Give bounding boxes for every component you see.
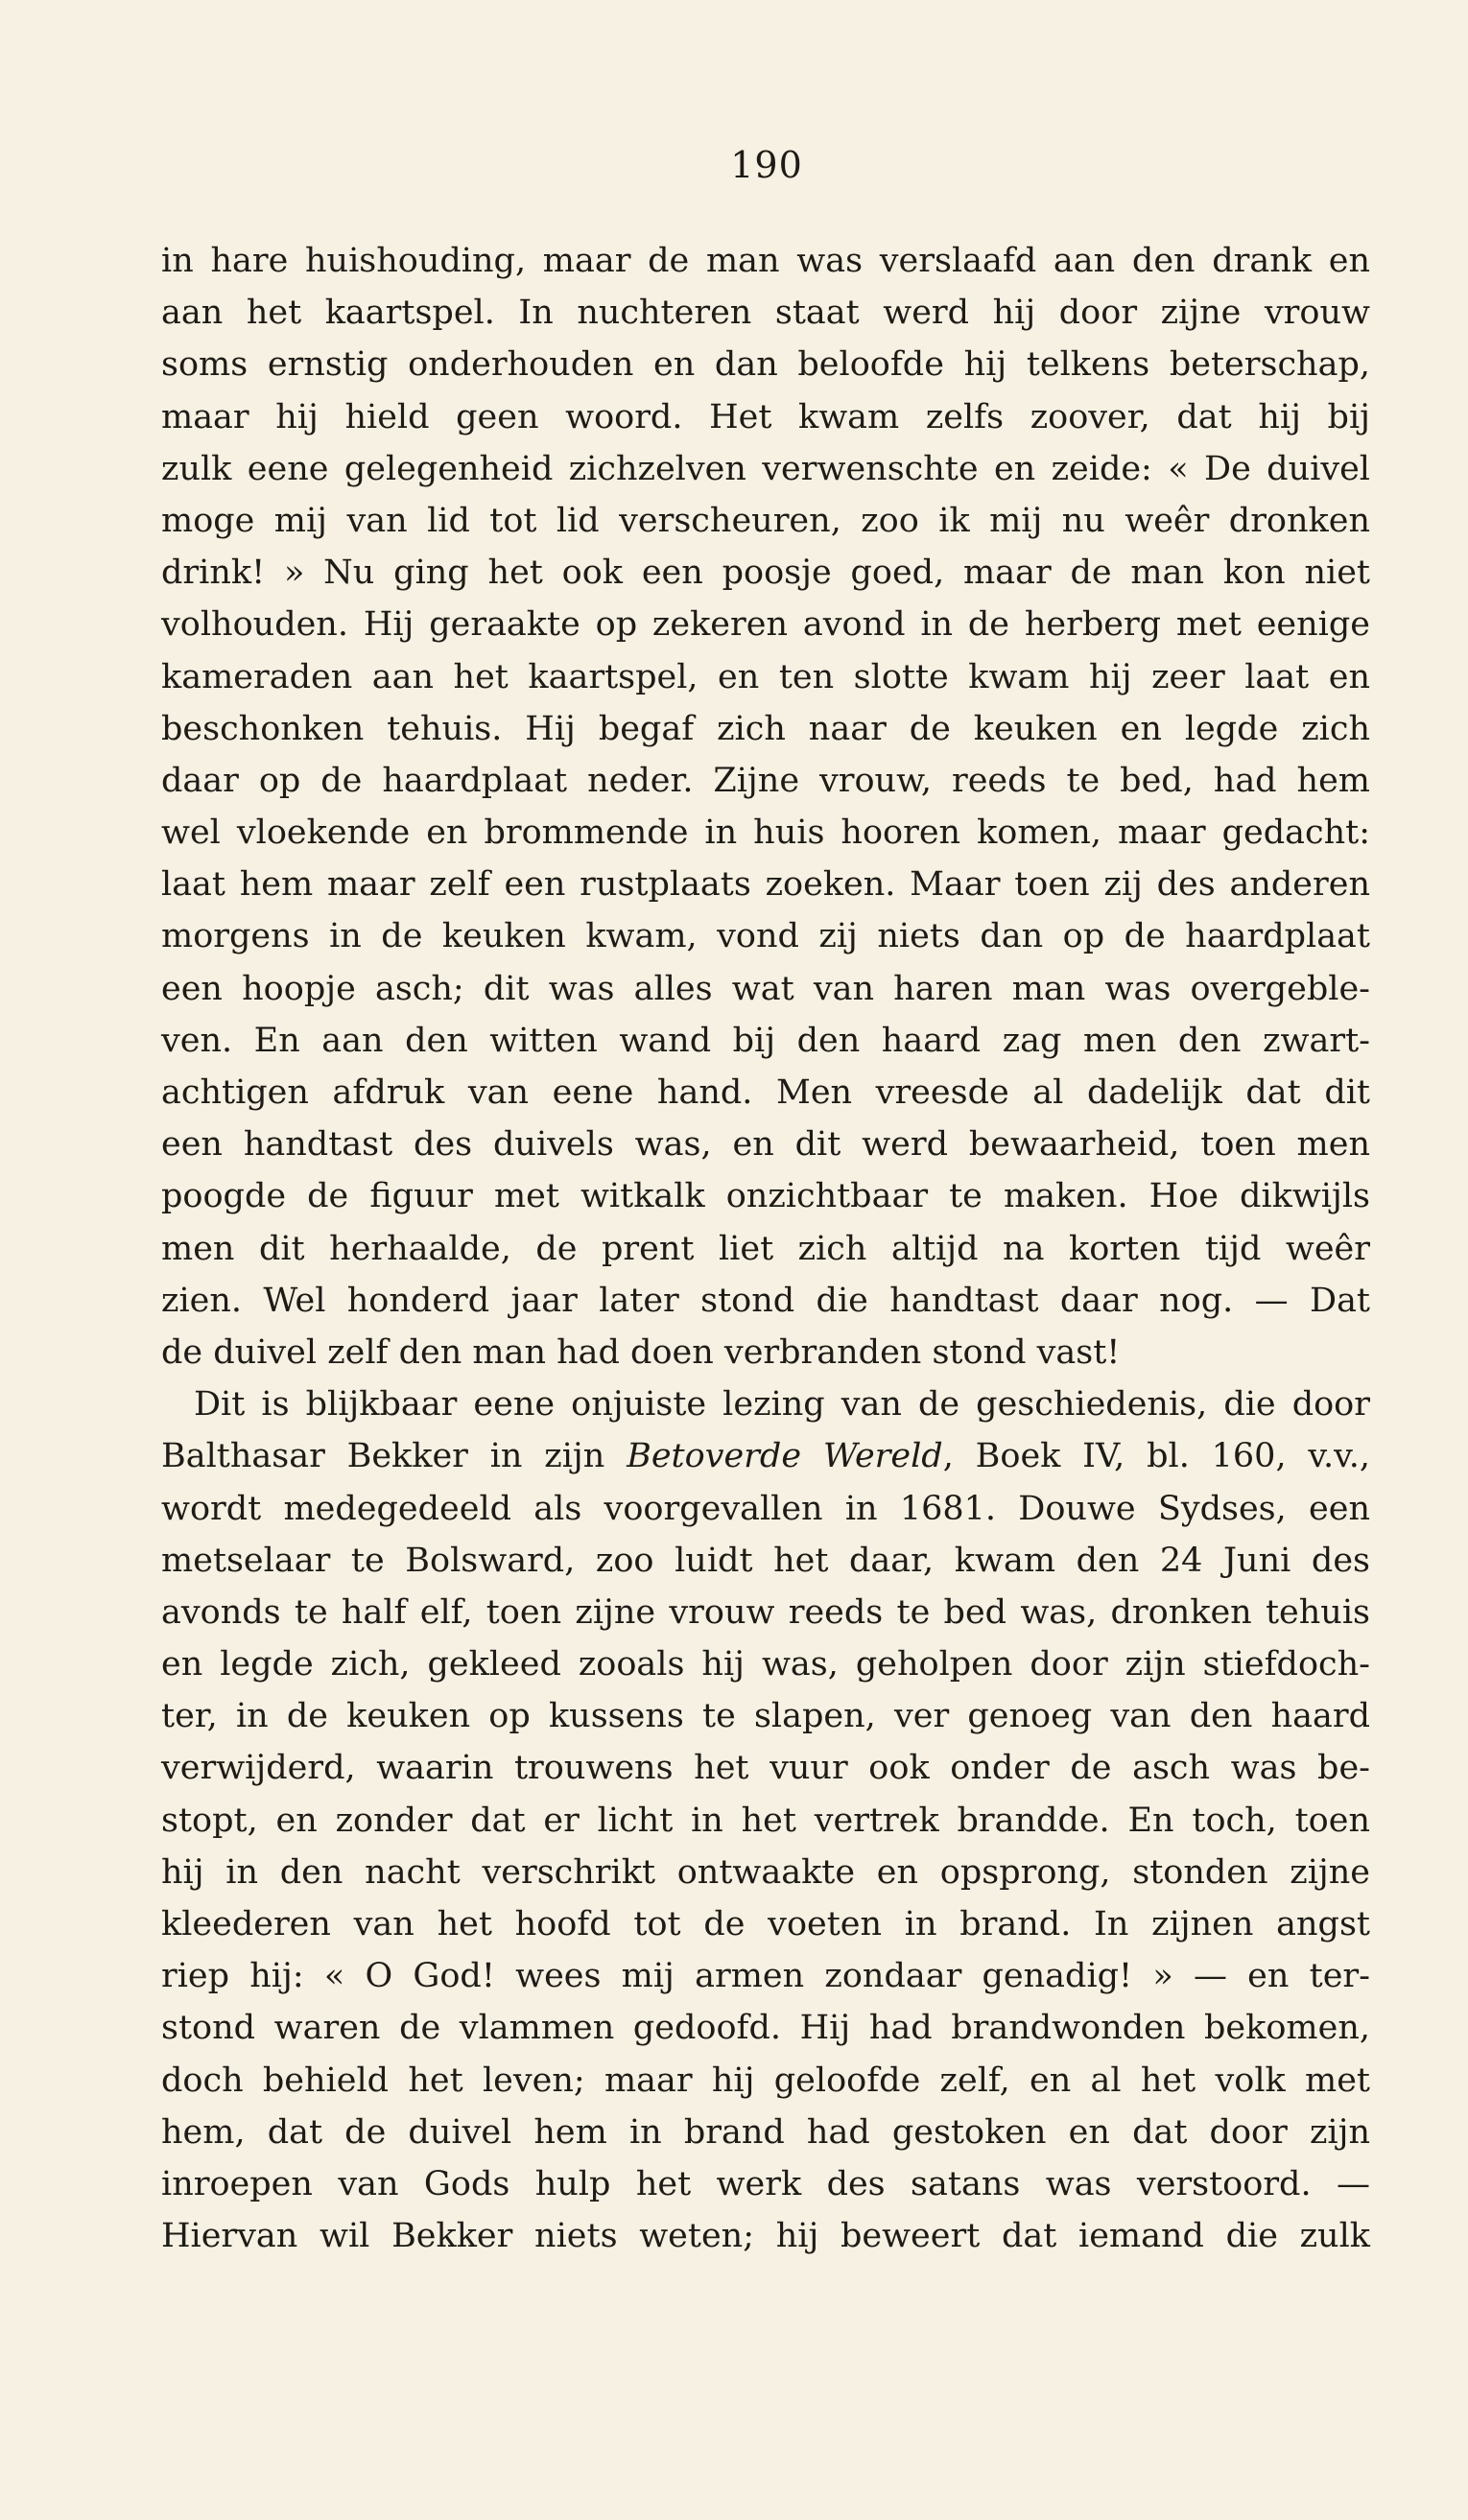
text-line: drink! » Nu ging het ook een poosje goed, maar de man kon niet — [161, 553, 1370, 593]
text-line: ter, in de keuken op kussens te slapen, ver genoeg van den haard — [161, 1697, 1370, 1736]
page-number: 190 — [730, 144, 803, 186]
text-line: poogde de figuur met witkalk onzichtbaar te maken. Hoe dikwijls — [161, 1177, 1370, 1216]
text-line: een hoopje asch; dit was alles wat van haren man was overgeble- — [161, 969, 1370, 1008]
text-line: wel vloekende en brommende in huis hooren komen, maar gedacht: — [161, 813, 1370, 853]
text-line: in hare huishouding, maar de man was verslaafd aan den drank en — [161, 242, 1370, 280]
text-line: kleederen van het hoofd tot de voeten in brand. In zijnen angst — [161, 1905, 1370, 1943]
text-line: beschonken tehuis. Hij begaf zich naar de keuken en legde zich — [161, 709, 1370, 748]
text-line: inroepen van Gods hulp het werk des satans was verstoord. — — [161, 2164, 1370, 2203]
text-line: maar hij hield geen woord. Het kwam zelfs zoover, dat hij bij — [161, 397, 1370, 436]
text-line: riep hij: « O God! wees mij armen zondaar genadig! » — en ter- — [161, 1957, 1370, 1996]
text-line: ven. En aan den witten wand bij den haard zag men den zwart- — [161, 1021, 1370, 1060]
text-line: hem, dat de duivel hem in brand had gestoken en dat door zijn — [161, 2112, 1370, 2152]
text-line: morgens in de keuken kwam, vond zij niets dan op de haardplaat — [161, 917, 1370, 956]
text-line: avonds te half elf, toen zijne vrouw reeds te bed was, dronken tehuis — [161, 1592, 1370, 1632]
book-title: Betoverde Wereld — [627, 1437, 943, 1476]
text-line: een handtast des duivels was, en dit werd bewaarheid, toen men — [161, 1125, 1370, 1165]
text-line: wordt medegedeeld als voorgevallen in 1681. Douwe Sydses, een — [161, 1489, 1370, 1528]
text-line: verwijderd, waarin trouwens het vuur ook onder de asch was be- — [161, 1749, 1370, 1788]
text-line: metselaar te Bolsward, zoo luidt het daar, kwam den 24 Juni des — [161, 1541, 1370, 1580]
text-line: hij in den nacht verschrikt ontwaakte en opsprong, stonden zijne — [161, 1852, 1370, 1892]
text-line: aan het kaartspel. In nuchteren staat werd hij door zijne vrouw — [161, 294, 1370, 333]
text-line: laat hem maar zelf een rustplaats zoeken. Maar toen zij des anderen — [161, 865, 1370, 905]
text-line: stopt, en zonder dat er licht in het vertrek brandde. En toch, toen — [161, 1801, 1370, 1840]
text-line: stond waren de vlammen gedoofd. Hij had brandwonden bekomen, — [161, 2009, 1370, 2048]
text-line: en legde zich, gekleed zooals hij was, geholpen door zijn stiefdoch- — [161, 1645, 1370, 1684]
text-line: volhouden. Hij geraakte op zekeren avond in de herberg met eenige — [161, 605, 1370, 645]
body-text — [161, 235, 1370, 2262]
text-line: soms ernstig onderhouden en dan beloofde hij telkens beterschap, — [161, 345, 1370, 385]
text-line: zulk eene gelegenheid zichzelven verwenschte en zeide: « De duivel — [161, 449, 1370, 488]
text-line: kameraden aan het kaartspel, en ten slotte kwam hij zeer laat en — [161, 657, 1370, 696]
text-line: zien. Wel honderd jaar later stond die handtast daar nog. — Dat — [161, 1281, 1370, 1320]
text-line: moge mij van lid tot lid verscheuren, zoo ik mij nu weêr dronken — [161, 501, 1370, 540]
text-line: Hiervan wil Bekker niets weten; hij beweert dat iemand die zulk — [161, 2217, 1370, 2256]
text-line: doch behield het leven; maar hij geloofde zelf, en al het volk met — [161, 2061, 1370, 2100]
text-line: men dit herhaalde, de prent liet zich altijd na korten tijd weêr — [161, 1229, 1370, 1268]
text-line: daar op de haardplaat neder. Zijne vrouw, reeds te bed, had hem — [161, 761, 1370, 800]
text-line: de duivel zelf den man had doen verbranden stond vast! — [161, 1332, 1121, 1372]
text-line: Dit is blijkbaar eene onjuiste lezing van de geschiedenis, die door — [194, 1385, 1370, 1425]
text-line: achtigen afdruk van eene hand. Men vreesde al dadelijk dat dit — [161, 1073, 1370, 1112]
text-line: Balthasar Bekker in zijn Betoverde Wereld, Boek IV, bl. 160, v.v., — [161, 1437, 1370, 1476]
